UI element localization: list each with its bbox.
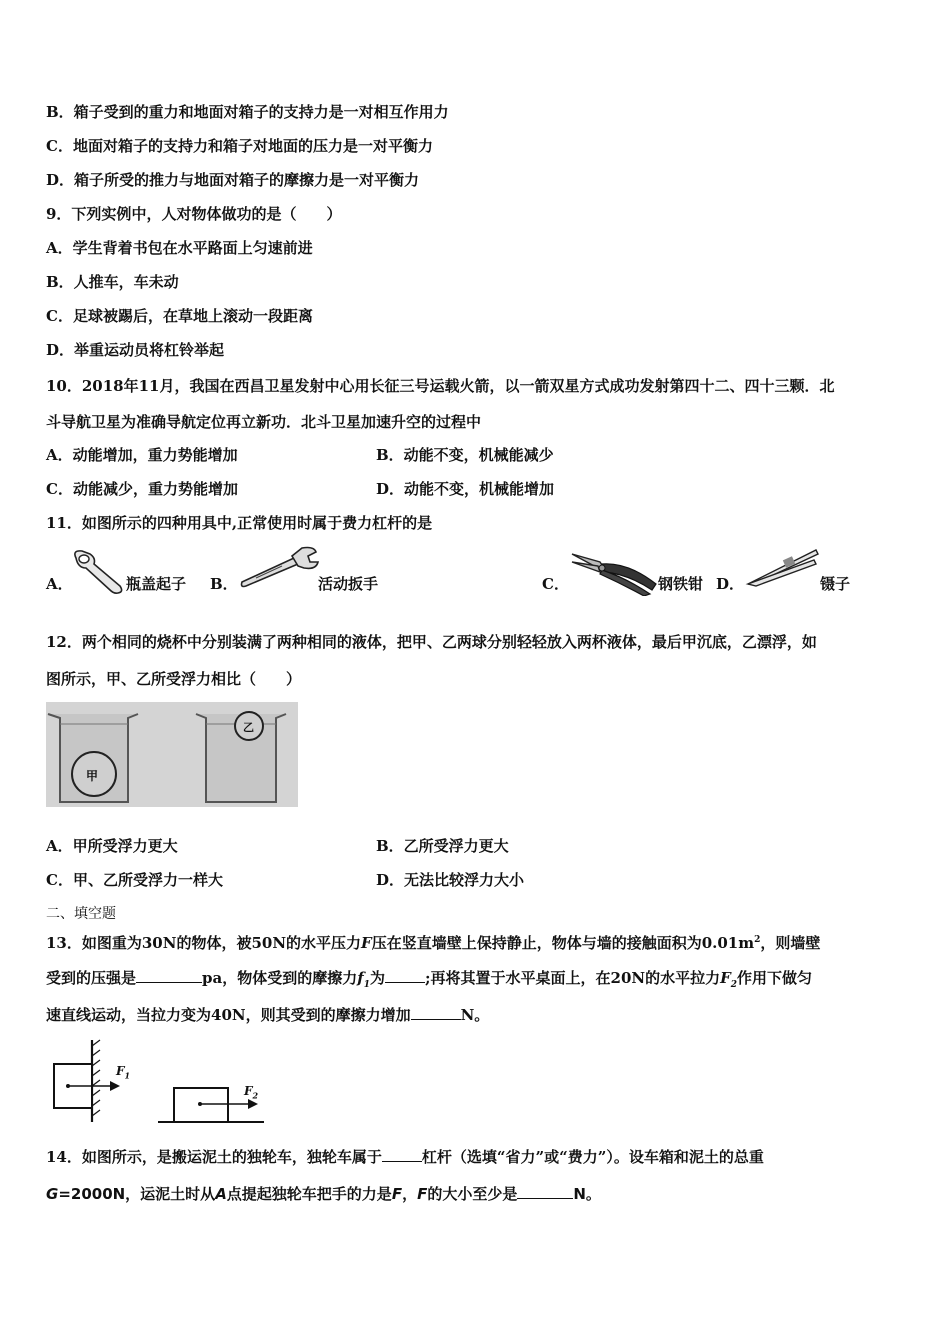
q12-beaker-figure [46, 702, 298, 807]
q13-blank-friction-increase[interactable] [411, 1005, 461, 1020]
q11-stem: 11．如图所示的四种用具中,正常使用时属于费力杠杆的是 [46, 514, 433, 532]
q8-option-c: C．地面对箱子的支持力和箱子对地面的压力是一对平衡力 [46, 137, 433, 155]
q12-stem-line1: 12．两个相同的烧杯中分别装满了两种相同的液体，把甲、乙两球分别轻轻放入两杯液体，最后甲沉底，乙漂浮，如 [46, 633, 817, 651]
q11-option-d-label: 镊子 [820, 575, 851, 593]
q13-blank-friction[interactable] [385, 968, 425, 983]
beaker-drawing [46, 702, 298, 807]
q13-line3: 速直线运动，当拉力变为40N，则其受到的摩擦力增加 N。 [46, 1006, 490, 1024]
q13-fig-f2-label: $F_2$ [244, 1084, 259, 1101]
pliers-icon [570, 548, 660, 596]
adjustable-wrench-icon [236, 546, 320, 588]
q11-option-b-label: 活动扳手 [318, 575, 379, 593]
q14-blank-force[interactable] [517, 1184, 573, 1199]
q10-option-c: C．动能减少，重力势能增加 [46, 480, 238, 498]
q12-option-a: A．甲所受浮力更大 [46, 837, 178, 855]
q10-stem-line1: 10．2018年11月，我国在西昌卫星发射中心用长征三号运载火箭，以一箭双星方式成功发射第四十二、四十三颗．北 [46, 377, 835, 395]
q12-option-c: C．甲、乙所受浮力一样大 [46, 871, 223, 889]
q11-option-c-label: 钢铁钳 [658, 575, 704, 593]
q10-option-b: B．动能不变，机械能减少 [376, 446, 554, 464]
q14-line2: G=2000N，运泥土时从A点提起独轮车把手的力是F，F的大小至少是 N。 [46, 1185, 601, 1203]
q13-fig-f1-label: $F_1$ [116, 1064, 131, 1081]
bottle-opener-icon [70, 548, 126, 596]
ball-jia-label: 甲 [86, 769, 99, 783]
q9-option-a: A．学生背着书包在水平路面上匀速前进 [46, 239, 313, 257]
q11-option-a-label: 瓶盖起子 [126, 575, 187, 593]
q12-option-b: B．乙所受浮力更大 [376, 837, 509, 855]
q9-stem: 9．下列实例中，人对物体做功的是（ ） [46, 205, 342, 223]
q9-option-c: C．足球被踢后，在草地上滚动一段距离 [46, 307, 313, 325]
q12-stem-line2: 图所示，甲、乙所受浮力相比（ ） [46, 670, 302, 688]
q9-option-d: D．举重运动员将杠铃举起 [46, 341, 225, 359]
q8-option-d: D．箱子所受的推力与地面对箱子的摩擦力是一对平衡力 [46, 171, 420, 189]
q11-option-c-letter: C． [542, 575, 569, 593]
q13-blank-pressure[interactable] [136, 968, 202, 983]
q8-option-b: B．箱子受到的重力和地面对箱子的支持力是一对相互作用力 [46, 103, 449, 121]
q11-option-d-letter: D． [716, 575, 745, 593]
q9-option-b: B．人推车，车未动 [46, 273, 179, 291]
q11-option-a-letter: A． [46, 575, 73, 593]
q10-option-a: A．动能增加，重力势能增加 [46, 446, 238, 464]
ball-yi-label: 乙 [243, 721, 254, 734]
section-heading-fill-in: 二、填空题 [46, 906, 116, 922]
q12-option-d: D．无法比较浮力大小 [376, 871, 525, 889]
q13-wall-figure [48, 1038, 138, 1124]
q14-blank-lever-type[interactable] [382, 1147, 422, 1162]
q10-stem-line2: 斗导航卫星为准确导航定位再立新功．北斗卫星加速升空的过程中 [46, 413, 482, 431]
q13-line1: 13．如图重为30N的物体，被50N的水平压力F压在竖直墙壁上保持静止，物体与墙的接触面积为$0.01m^2$，则墙壁 [46, 934, 821, 952]
q11-option-b-letter: B． [210, 575, 238, 593]
q10-option-d: D．动能不变，机械能增加 [376, 480, 555, 498]
q14-line1: 14．如图所示，是搬运泥土的独轮车，独轮车属于 杠杆（选填“省力”或“费力”）。设车箱和泥土的总重 [46, 1148, 764, 1166]
q13-line2: 受到的压强是 pa，物体受到的摩擦力$f_1$为 ;再将其置于水平桌面上，在20N的水平拉力$F_2$作用下做匀 [46, 969, 813, 990]
tweezers-icon [744, 546, 820, 588]
